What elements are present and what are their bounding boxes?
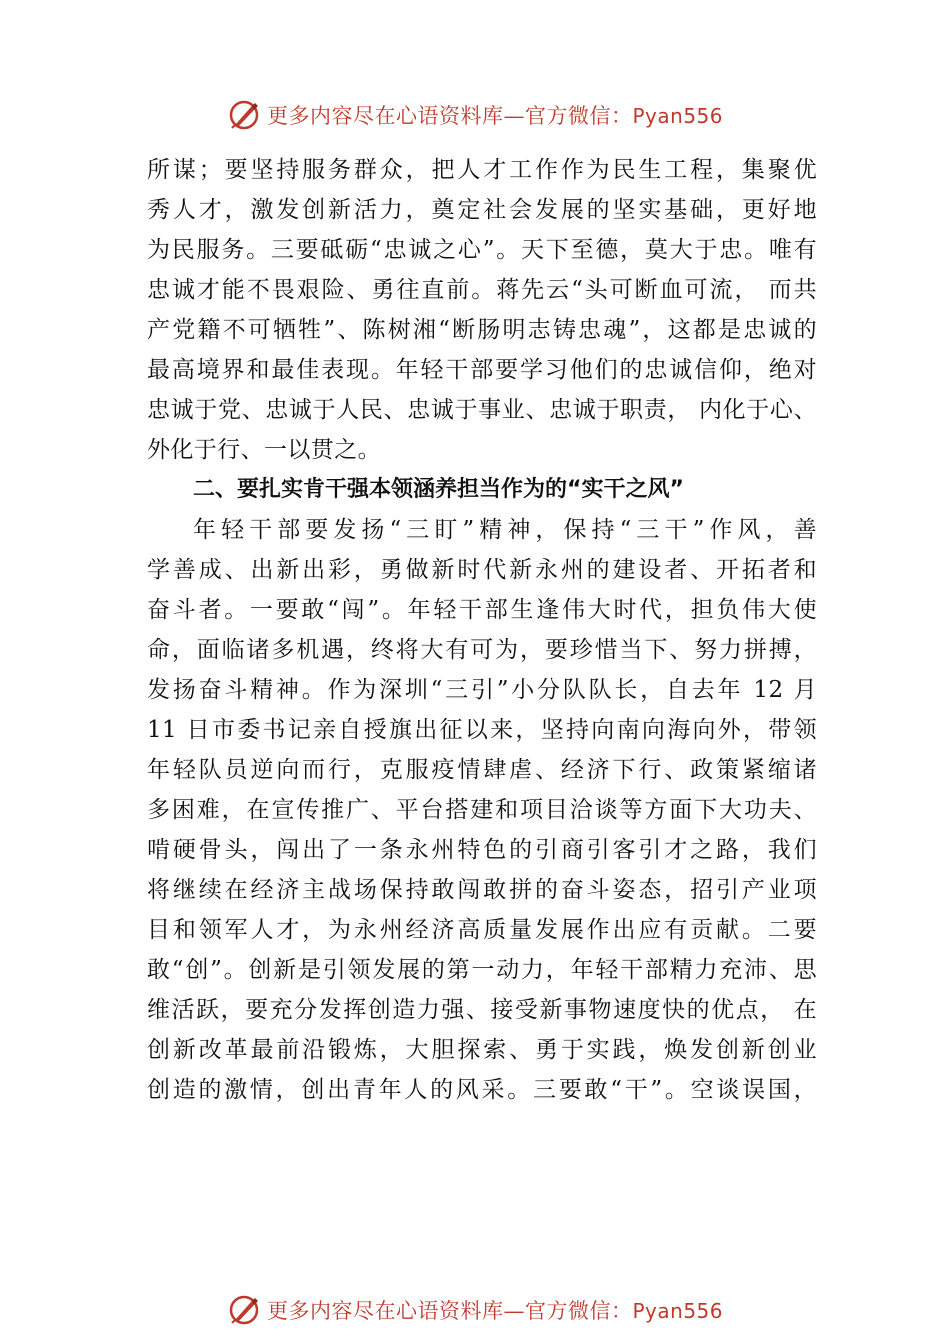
pen-circle-logo-icon — [227, 98, 261, 132]
text-line: 发扬奋斗精神。作为深圳“三引”小分队队长，自去年 12 月 — [147, 677, 817, 703]
text-line: 外化于行、一以贯之。 — [147, 437, 381, 463]
text-line: 秀人才，激发创新活力，奠定社会发展的坚实基础，更好地 — [147, 197, 817, 223]
text-line: 命，面临诸多机遇，终将大有可为，要珍惜当下、努力拼搏， — [147, 637, 817, 663]
page-footer — [0, 1290, 950, 1330]
page-header — [0, 95, 950, 135]
text-line: 维活跃，要充分发挥创造力强、接受新事物速度快的优点， 在 — [147, 997, 817, 1023]
text-line: 敢“创”。创新是引领发展的第一动力，年轻干部精力充沛、思 — [147, 957, 817, 983]
text-line: 为民服务。三要砥砺“忠诚之心”。天下至德，莫大于忠。唯有 — [147, 237, 817, 263]
text-line: 11 日市委书记亲自授旗出征以来，坚持向南向海向外，带领 — [147, 717, 817, 743]
pen-circle-logo-icon — [227, 1293, 261, 1327]
section-heading: 二、要扎实肯干强本领涵养担当作为的“实干之风” — [193, 477, 684, 502]
text-line: 所谋；要坚持服务群众，把人才工作作为民生工程，集聚优 — [147, 157, 817, 183]
text-line: 目和领军人才，为永州经济高质量发展作出应有贡献。二要 — [147, 917, 817, 943]
text-line: 年轻干部要发扬“三盯”精神，保持“三干”作风，善 — [193, 517, 817, 543]
header-watermark-text: 更多内容尽在心语资料库—官方微信：Pyan556 — [266, 104, 723, 128]
text-line: 将继续在经济主战场保持敢闯敢拼的奋斗姿态，招引产业项 — [147, 877, 817, 903]
text-line: 产党籍不可牺牲”、陈树湘“断肠明志铸忠魂”，这都是忠诚的 — [147, 317, 817, 343]
text-line: 最高境界和最佳表现。年轻干部要学习他们的忠诚信仰，绝对 — [147, 357, 817, 383]
text-line: 创新改革最前沿锻炼，大胆探索、勇于实践，焕发创新创业 — [147, 1037, 817, 1063]
text-line: 年轻队员逆向而行，克服疫情肆虐、经济下行、政策紧缩诸 — [147, 757, 817, 783]
text-line: 创造的激情，创出青年人的风采。三要敢“干”。空谈误国， — [147, 1077, 817, 1103]
text-line: 学善成、出新出彩，勇做新时代新永州的建设者、开拓者和 — [147, 557, 817, 583]
document-body — [147, 150, 817, 1110]
paragraph-loyalty — [147, 150, 817, 470]
footer-watermark-text: 更多内容尽在心语资料库—官方微信：Pyan556 — [266, 1299, 723, 1323]
text-line: 多困难，在宣传推广、平台搭建和项目洽谈等方面下大功夫、 — [147, 797, 817, 823]
text-line: 忠诚才能不畏艰险、勇往直前。蒋先云“头可断血可流， 而共 — [147, 277, 817, 303]
text-line: 啃硬骨头，闯出了一条永州特色的引商引客引才之路，我们 — [147, 837, 817, 863]
text-line: 忠诚于党、忠诚于人民、忠诚于事业、忠诚于职责， 内化于心、 — [147, 397, 817, 423]
text-line: 奋斗者。一要敢“闯”。年轻干部生逢伟大时代，担负伟大使 — [147, 597, 817, 623]
paragraph-practical-work — [147, 510, 817, 1110]
